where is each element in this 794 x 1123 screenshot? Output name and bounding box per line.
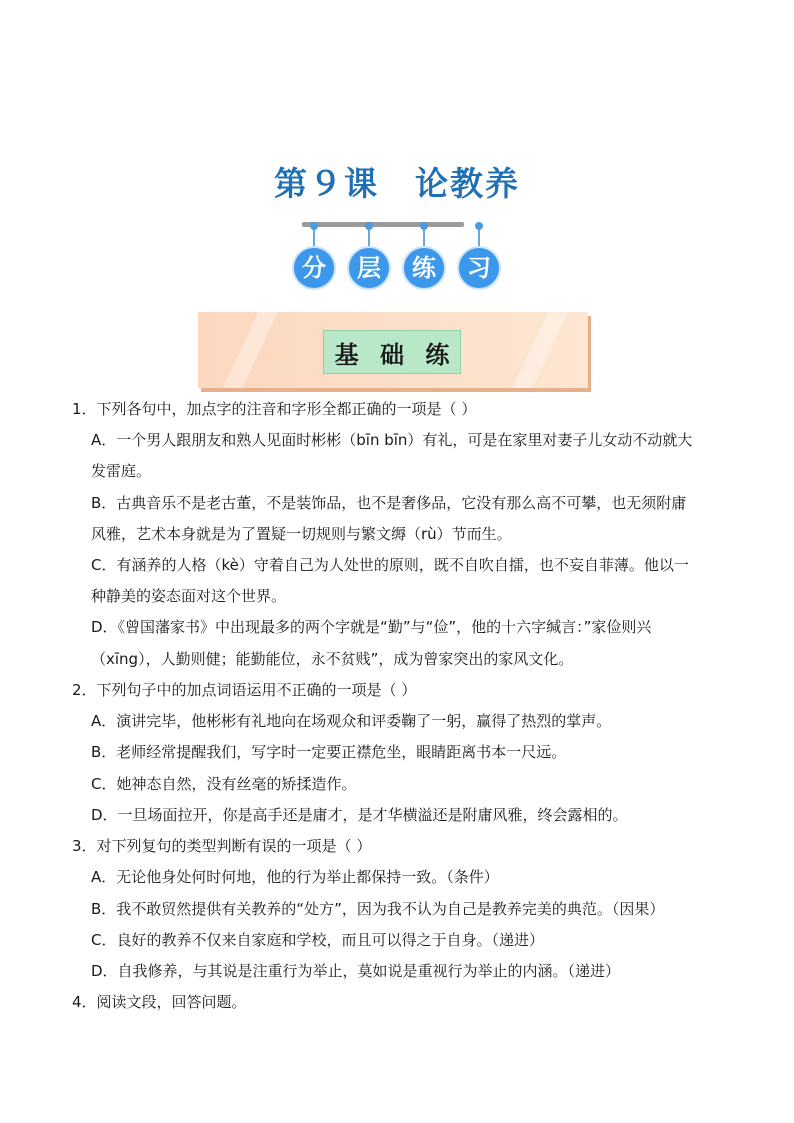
lesson-topic: 论教养: [415, 164, 520, 203]
section-banner: [198, 312, 588, 388]
option-1d-cont: （xīng），人勤则健；能勤能位，永不贫贱”，成为曾家突出的家风文化。: [91, 650, 574, 668]
badge-circle-4: [457, 220, 501, 296]
option-1b-cont: 风雅，艺术本身就是为了置疑一切规则与繁文缛（rù）节而生。: [91, 525, 512, 543]
badge-char: 层: [347, 246, 391, 290]
option-3a: A．无论他身处何时何地，他的行为举止都保持一致。（条件）: [91, 868, 499, 886]
section-char: 练: [425, 340, 450, 369]
option-2c: C．她神态自然，没有丝毫的矫揉造作。: [91, 775, 357, 793]
badge-circle-3: [402, 220, 446, 296]
option-3b: B．我不敢贸然提供有关教养的“处方”，因为我不认为自己是教养完美的典范。（因果）: [91, 900, 665, 918]
badge-char: 习: [457, 246, 501, 290]
option-2d: D．一旦场面拉开，你是高手还是庸才，是才华横溢还是附庸风雅，终会露相的。: [91, 806, 628, 824]
layered-practice-badge: [290, 220, 504, 296]
question-4: 4．阅读文段，回答问题。: [72, 993, 247, 1011]
option-1a: A．一个男人跟朋友和熟人见面时彬彬（bīn bīn）有礼，可是在家里对妻子儿女动不动就大: [91, 431, 693, 449]
option-3c: C．良好的教养不仅来自家庭和学校，而且可以得之于自身。（递进）: [91, 931, 544, 949]
option-1c-cont: 种静美的姿态面对这个世界。: [91, 587, 287, 605]
option-3d: D．自我修养，与其说是注重行为举止，莫如说是重视行为举止的内涵。（递进）: [91, 962, 621, 980]
option-1d: D．《曾国藩家书》中出现最多的两个字就是“勤”与“俭”，他的十六字缄言：”家俭则兴: [91, 618, 652, 636]
question-1: 1．下列各句中，加点字的注音和字形全都正确的一项是（ ）: [72, 400, 477, 418]
option-2a: A．演讲完毕，他彬彬有礼地向在场观众和评委鞠了一躬，赢得了热烈的掌声。: [91, 712, 612, 730]
option-1b: B．古典音乐不是老古董，不是装饰品，也不是奢侈品，它没有那么高不可攀，也无须附庸: [91, 494, 687, 512]
lesson-title: [0, 158, 794, 205]
section-title: [323, 330, 461, 374]
question-3: 3．对下列复句的类型判断有误的一项是（ ）: [72, 837, 372, 855]
lesson-number: 第９课: [274, 164, 379, 203]
section-char: 础: [379, 340, 404, 369]
question-2: 2．下列句子中的加点词语运用不正确的一项是（ ）: [72, 681, 417, 699]
option-1a-cont: 发雷庭。: [91, 462, 152, 480]
badge-char: 练: [402, 246, 446, 290]
badge-circle-1: [292, 220, 336, 296]
section-char: 基: [334, 340, 359, 369]
badge-circle-2: [347, 220, 391, 296]
badge-char: 分: [292, 246, 336, 290]
option-1c: C．有涵养的人格（kè）守着自己为人处世的原则，既不自吹自擂，也不妄自菲薄。他以一: [91, 556, 689, 574]
option-2b: B．老师经常提醒我们，写字时一定要正襟危坐，眼睛距离书本一尺远。: [91, 743, 567, 761]
